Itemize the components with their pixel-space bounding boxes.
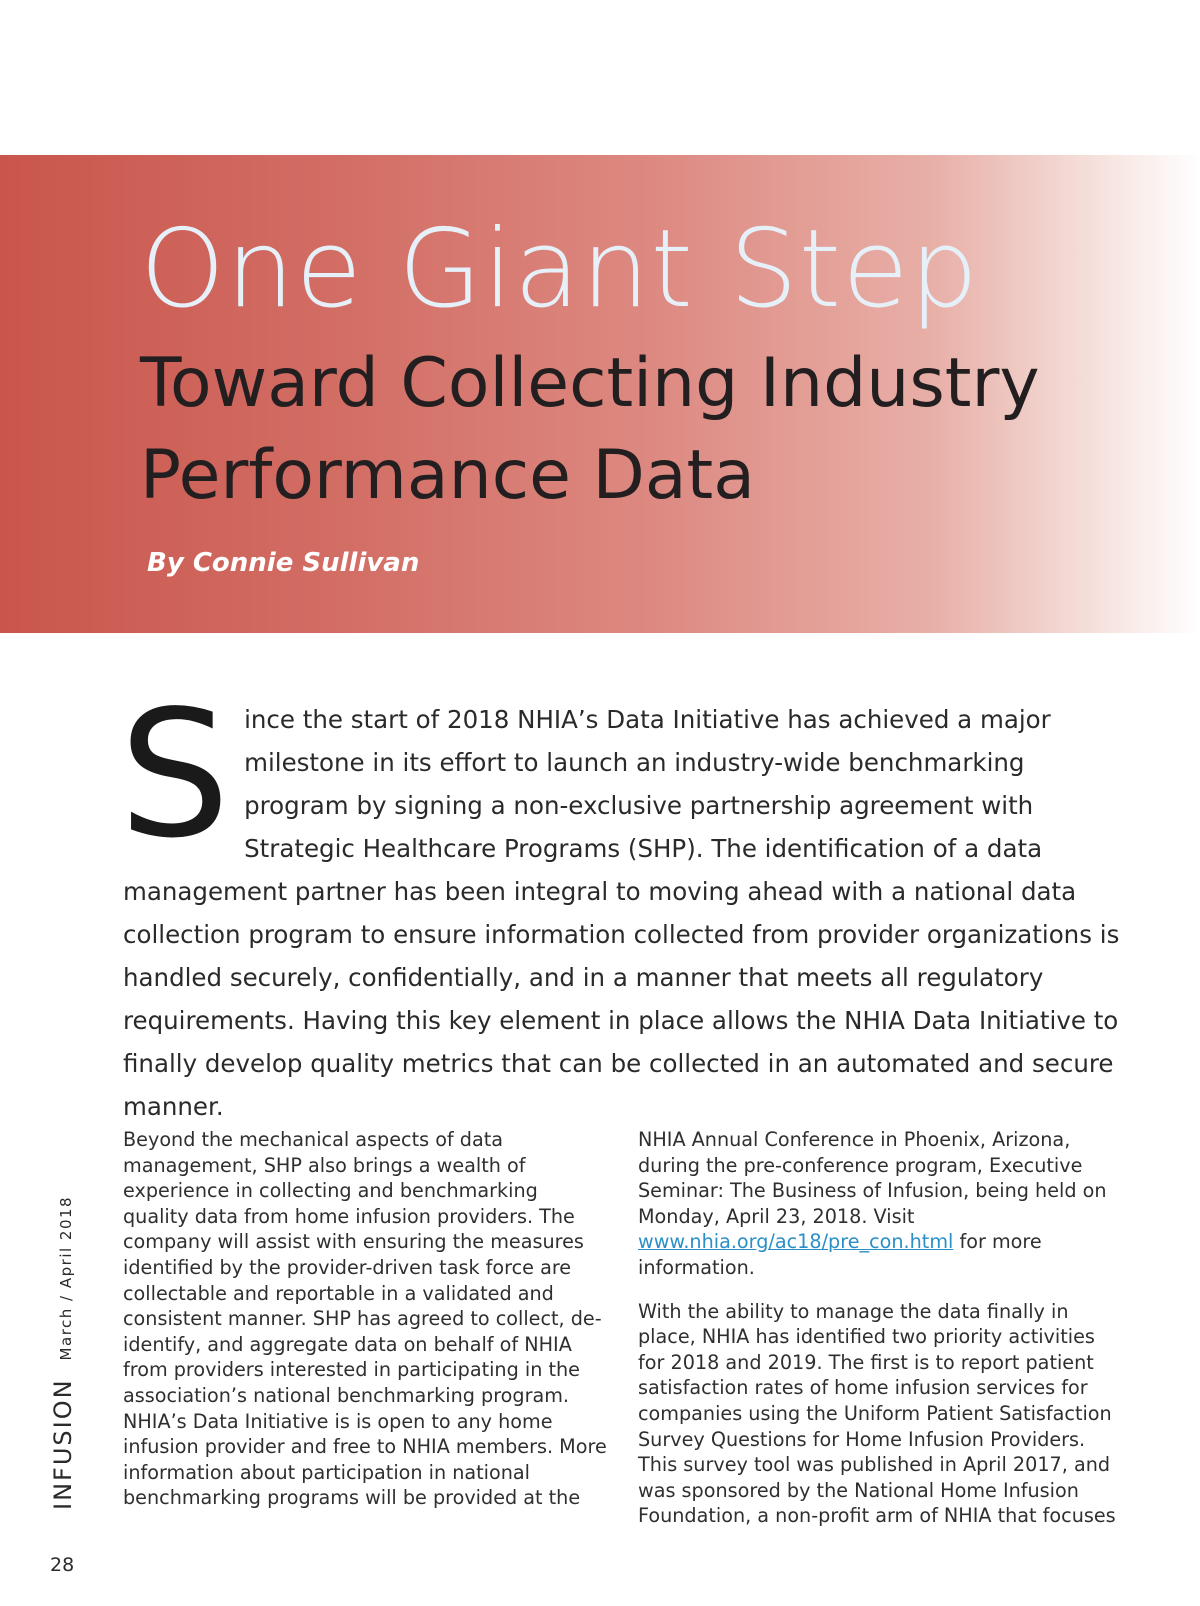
subtitle-line-2: Performance Data — [140, 436, 755, 515]
subtitle-line-1: Toward Collecting Industry — [140, 344, 1040, 423]
body-paragraph-conference — [638, 1127, 1123, 1281]
conference-text-end: for more information. — [638, 1230, 1042, 1279]
conference-link[interactable]: www.nhia.org/ac18/pre_con.html — [638, 1230, 954, 1254]
article-title: One Giant Step — [140, 207, 980, 332]
magazine-name: INFUSION — [49, 1378, 77, 1510]
conference-text: NHIA Annual Conference in Phoenix, Arizona, during the pre-conference program, Executive Seminar: The Business of Infusion, being held on Monday, April 23, 2018. Visit — [638, 1128, 1107, 1228]
intro-text: ince the start of 2018 NHIA’s Data Initiative has achieved a major milestone in its effort to launch an industry-wide benchmarking program by signing a non-exclusive partnership agreement with Strategic Healthcare Programs (SHP). The identification of a data management partner has been integral to moving ahead with a national data collection program to ensure information collected from provider organizations is handled securely, confidentially, and in a manner that meets all regulatory requirements. Having this key element in place allows the NHIA Data Initiative to finally develop quality metrics that can be collected in an automated and secure manner. — [123, 705, 1120, 1121]
article-subtitle — [140, 338, 1180, 522]
page-number: 28 — [50, 1554, 75, 1576]
issue-date: March / April 2018 — [57, 1195, 75, 1361]
body-column-right — [638, 1127, 1123, 1547]
intro-paragraph — [119, 674, 1123, 1128]
body-column-left — [123, 1127, 608, 1529]
body-paragraph: Beyond the mechanical aspects of data management, SHP also brings a wealth of experience in collecting and benchmarking quality data from home infusion providers. The company will assist with ensuring the measures identified by the provider-driven task force are collectable and reportable in a validated and consistent manner. SHP has agreed to collect, de-identify, and aggregate data on behalf of NHIA from providers interested in participating in the association’s national benchmarking program. NHIA’s Data Initiative is is open to any home infusion provider and free to NHIA members. More information about participation in national benchmarking programs will be provided at the — [123, 1128, 607, 1510]
magazine-sidebar — [49, 1196, 77, 1510]
drop-cap: S — [119, 674, 231, 877]
body-paragraph-priorities: With the ability to manage the data finally in place, NHIA has identified two priority activities for 2018 and 2019. The first is to report patient satisfaction rates of home infusion services for companies using the Uniform Patient Satisfaction Survey Questions for Home Infusion Providers. This survey tool was published in April 2017, and was sponsored by the National Home Infusion Foundation, a non-profit arm of NHIA that focuses — [638, 1299, 1116, 1528]
author-byline: By Connie Sullivan — [147, 548, 420, 578]
